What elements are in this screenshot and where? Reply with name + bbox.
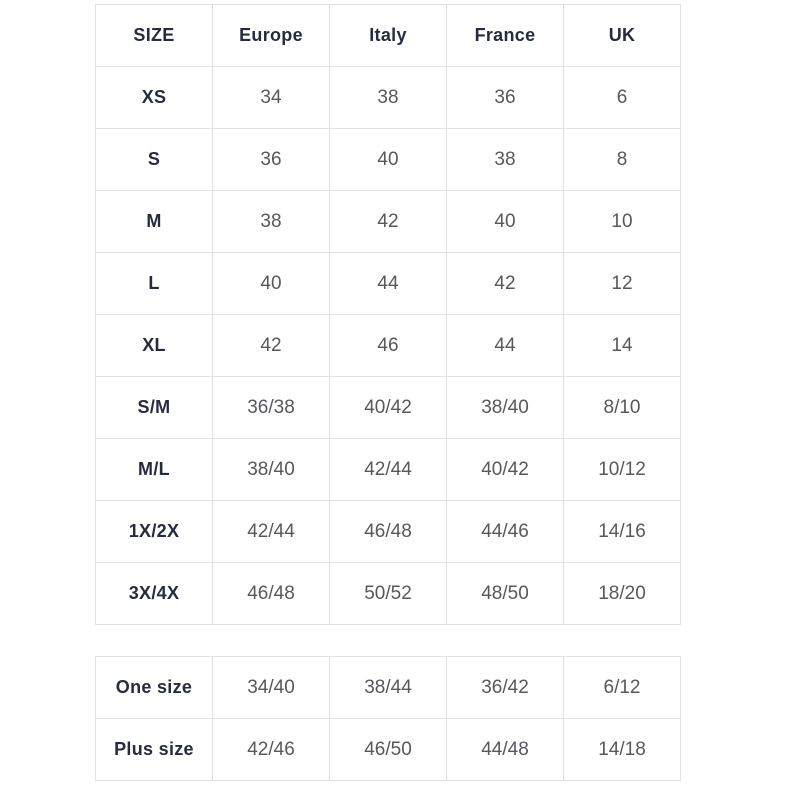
table-row-xs (96, 67, 681, 129)
size-value: 38/40 (447, 377, 564, 439)
row-label: 3X/4X (96, 563, 213, 625)
size-value: 12 (564, 253, 681, 315)
size-conversion-table (95, 4, 681, 625)
row-label: Plus size (96, 719, 213, 781)
table-row-ml (96, 439, 681, 501)
row-label: XS (96, 67, 213, 129)
header-cell-italy: Italy (330, 5, 447, 67)
table-row-3x4x (96, 563, 681, 625)
table-row-xl (96, 315, 681, 377)
size-value: 14/16 (564, 501, 681, 563)
table-header-row (96, 5, 681, 67)
size-value: 42 (213, 315, 330, 377)
header-cell-france: France (447, 5, 564, 67)
one-size-plus-size-table (95, 656, 681, 781)
size-value: 34 (213, 67, 330, 129)
size-value: 46/50 (330, 719, 447, 781)
row-label: L (96, 253, 213, 315)
table-row-l (96, 253, 681, 315)
header-cell-uk: UK (564, 5, 681, 67)
size-value: 36 (213, 129, 330, 191)
size-value: 8 (564, 129, 681, 191)
row-label: 1X/2X (96, 501, 213, 563)
table-row-sm (96, 377, 681, 439)
size-value: 44 (447, 315, 564, 377)
header-cell-size: SIZE (96, 5, 213, 67)
size-value: 14 (564, 315, 681, 377)
size-value: 10 (564, 191, 681, 253)
table-row-one-size (96, 657, 681, 719)
table-row-plus-size (96, 719, 681, 781)
size-value: 6 (564, 67, 681, 129)
size-value: 40/42 (447, 439, 564, 501)
row-label: XL (96, 315, 213, 377)
header-cell-europe: Europe (213, 5, 330, 67)
size-value: 46 (330, 315, 447, 377)
size-value: 6/12 (564, 657, 681, 719)
size-value: 38/44 (330, 657, 447, 719)
size-value: 38 (330, 67, 447, 129)
size-value: 8/10 (564, 377, 681, 439)
size-value: 50/52 (330, 563, 447, 625)
row-label: S (96, 129, 213, 191)
size-value: 34/40 (213, 657, 330, 719)
size-value: 44/46 (447, 501, 564, 563)
size-value: 36/42 (447, 657, 564, 719)
size-value: 48/50 (447, 563, 564, 625)
size-value: 42/44 (213, 501, 330, 563)
size-value: 42 (330, 191, 447, 253)
table-gap (95, 625, 681, 656)
size-value: 40 (213, 253, 330, 315)
size-value: 42 (447, 253, 564, 315)
row-label: M/L (96, 439, 213, 501)
tables-container (95, 4, 681, 781)
size-value: 40 (330, 129, 447, 191)
size-value: 42/46 (213, 719, 330, 781)
size-value: 18/20 (564, 563, 681, 625)
size-value: 40 (447, 191, 564, 253)
size-value: 36/38 (213, 377, 330, 439)
table-row-s (96, 129, 681, 191)
row-label: M (96, 191, 213, 253)
size-value: 44 (330, 253, 447, 315)
size-value: 46/48 (330, 501, 447, 563)
size-value: 44/48 (447, 719, 564, 781)
size-value: 38 (213, 191, 330, 253)
table-row-m (96, 191, 681, 253)
size-value: 14/18 (564, 719, 681, 781)
row-label: S/M (96, 377, 213, 439)
size-value: 10/12 (564, 439, 681, 501)
size-value: 38/40 (213, 439, 330, 501)
row-label: One size (96, 657, 213, 719)
size-value: 42/44 (330, 439, 447, 501)
size-value: 36 (447, 67, 564, 129)
table-row-1x2x (96, 501, 681, 563)
size-value: 38 (447, 129, 564, 191)
size-value: 40/42 (330, 377, 447, 439)
size-value: 46/48 (213, 563, 330, 625)
